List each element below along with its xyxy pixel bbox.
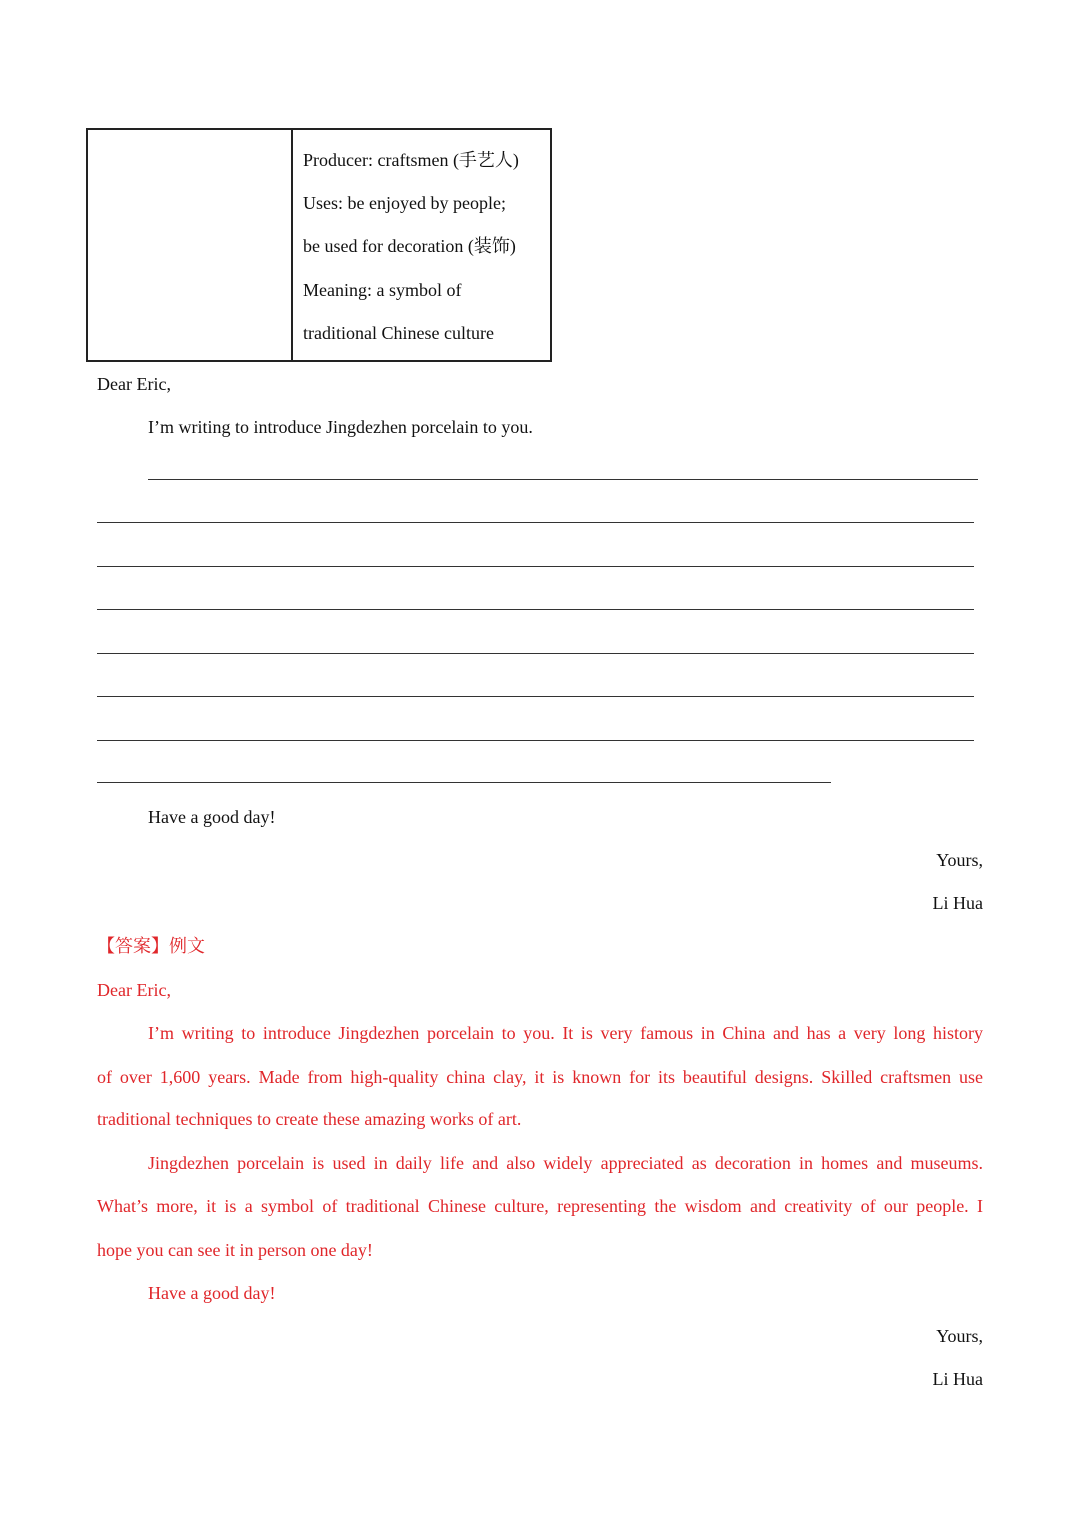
writing-line[interactable] <box>97 740 974 741</box>
writing-line[interactable] <box>148 479 978 480</box>
answer-line: traditional techniques to create these amazing works of art. <box>97 1109 522 1129</box>
answer-line: Jingdezhen porcelain is used in daily life and also widely appreciated as decoration in homes and museums. <box>148 1153 983 1173</box>
letter-closing: Have a good day! <box>148 807 276 827</box>
letter-signoff: Yours, <box>936 850 983 870</box>
answer-line: hope you can see it in person one day! <box>97 1240 373 1260</box>
writing-line[interactable] <box>97 653 974 654</box>
answer-name: Li Hua <box>932 1369 983 1389</box>
writing-line[interactable] <box>97 782 831 783</box>
writing-line[interactable] <box>97 522 974 523</box>
writing-line[interactable] <box>97 566 974 567</box>
letter-name: Li Hua <box>932 893 983 913</box>
answer-signoff: Yours, <box>936 1326 983 1346</box>
table-left-cell <box>87 129 292 361</box>
writing-line[interactable] <box>97 696 974 697</box>
writing-line[interactable] <box>97 609 974 610</box>
info-meaning-culture: traditional Chinese culture <box>303 322 494 343</box>
answer-line: What’s more, it is a symbol of traditional Chinese culture, representing the wisdom and creativity of our people. I <box>97 1196 983 1216</box>
info-table <box>86 128 552 362</box>
answer-line: I’m writing to introduce Jingdezhen porcelain to you. It is very famous in China and has a very long history <box>148 1023 983 1043</box>
answer-header: 【答案】例文 <box>97 936 205 956</box>
answer-greeting: Dear Eric, <box>97 980 171 1000</box>
answer-line: of over 1,600 years. Made from high-quality china clay, it is known for its beautiful designs. Skilled craftsmen use <box>97 1067 983 1087</box>
answer-closing: Have a good day! <box>148 1283 276 1303</box>
info-producer: Producer: craftsmen (手艺人) <box>303 150 519 170</box>
info-uses-decoration: be used for decoration (装饰) <box>303 236 516 257</box>
table-right-cell <box>292 129 551 361</box>
info-uses: Uses: be enjoyed by people; <box>303 193 506 214</box>
letter-greeting: Dear Eric, <box>97 374 171 394</box>
letter-opening: I’m writing to introduce Jingdezhen porcelain to you. <box>148 417 533 437</box>
info-meaning: Meaning: a symbol of <box>303 279 462 300</box>
